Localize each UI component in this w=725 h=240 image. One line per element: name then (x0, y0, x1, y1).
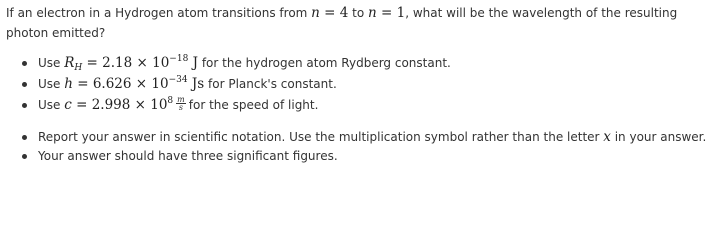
planck-math (64, 76, 204, 92)
n-variable-2: n (368, 5, 377, 21)
instructions-list (22, 128, 706, 166)
use-label: Use (38, 77, 65, 91)
rydberg-math (64, 55, 198, 71)
notation-text-a: Report your answer in scientific notation. Use the multiplication symbol rather than the letter (38, 130, 604, 144)
list-item-planck (22, 75, 451, 96)
light-unit-fraction (176, 96, 186, 111)
planck-unit: Js (187, 76, 205, 92)
planck-symbol: h (64, 76, 73, 92)
fraction-denominator: s (178, 103, 183, 112)
list-item-notation (22, 128, 706, 147)
planck-value: = 6.626 × 10 (72, 76, 169, 92)
n-final-math (368, 5, 405, 21)
question-to: to (348, 6, 369, 20)
planck-exponent: −34 (168, 75, 188, 85)
bullet-icon (22, 103, 27, 108)
bullet-icon (22, 154, 27, 159)
rydberg-subscript: H (74, 63, 83, 73)
light-math (64, 97, 173, 113)
n-initial-value: = 4 (319, 5, 349, 21)
letter-x-math: x (603, 129, 611, 145)
constants-list (22, 54, 451, 117)
rydberg-symbol: R (64, 55, 75, 71)
light-description: for the speed of light. (188, 98, 319, 112)
rydberg-exponent: −18 (169, 54, 189, 64)
use-label: Use (38, 98, 65, 112)
list-item-speed-of-light (22, 96, 451, 117)
list-item-sig-figs (22, 147, 706, 166)
n-final-value: = 1 (376, 5, 406, 21)
n-variable: n (311, 5, 320, 21)
bullet-icon (22, 82, 27, 87)
bullet-icon (22, 61, 27, 66)
list-item-rydberg (22, 54, 451, 75)
question-part-1: If an electron in a Hydrogen atom transitions from (6, 6, 312, 20)
planck-description: for Planck's constant. (204, 77, 337, 91)
light-value: = 2.998 × 10 (71, 97, 168, 113)
rydberg-unit: J (188, 55, 198, 71)
use-label: Use (38, 56, 65, 70)
bullet-icon (22, 135, 27, 140)
light-symbol: c (64, 97, 72, 113)
question-text (6, 3, 722, 43)
sig-figs-text: Your answer should have three significant figures. (38, 149, 338, 163)
n-initial-math (311, 5, 348, 21)
fraction-numerator: m (177, 95, 185, 104)
rydberg-description: for the hydrogen atom Rydberg constant. (198, 56, 451, 70)
rydberg-value: = 2.18 × 10 (82, 55, 170, 71)
light-exponent: 8 (167, 96, 174, 106)
question-part-2: , what will be the wavelength of the resulting photon emitted? (6, 6, 678, 40)
notation-text-b: in your answer. (610, 130, 707, 144)
